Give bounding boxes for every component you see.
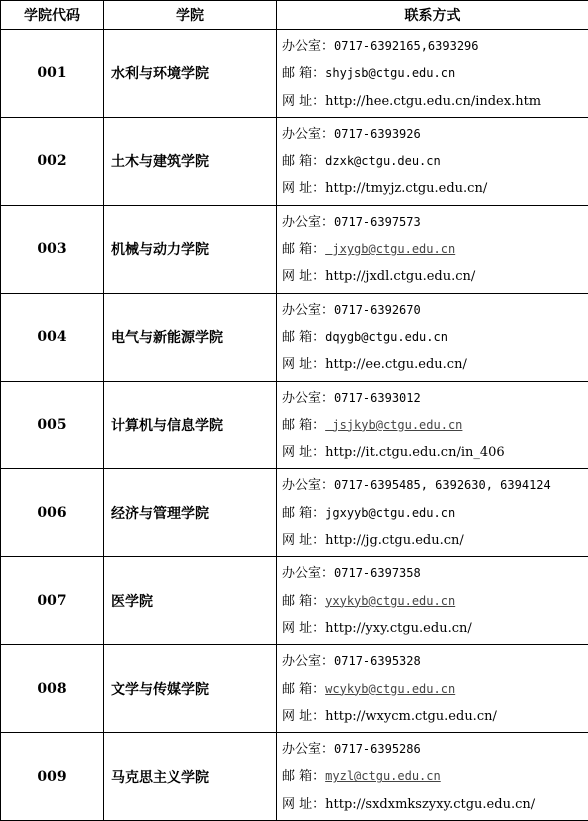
college-code: 005	[1, 381, 104, 469]
office-line	[282, 121, 588, 148]
email-label: 邮 箱：	[282, 418, 325, 433]
college-name: 医学院	[104, 557, 277, 645]
office-phone: 0717-6395328	[334, 654, 421, 668]
email-address[interactable]: jsjkyb@ctgu.edu.cn	[325, 418, 462, 432]
office-label: 办公室：	[282, 654, 334, 669]
website-link[interactable]: http://hee.ctgu.edu.cn/index.htm	[325, 94, 541, 109]
office-line	[282, 648, 588, 675]
college-code: 002	[1, 117, 104, 205]
web-line	[282, 175, 588, 202]
web-line	[282, 615, 588, 642]
college-code: 006	[1, 469, 104, 557]
office-phone: 0717-6392165,6393296	[334, 39, 479, 53]
web-label: 网 址：	[282, 357, 325, 372]
header-college-name: 学院	[104, 1, 277, 30]
email-address[interactable]: wcykyb@ctgu.edu.cn	[325, 682, 455, 696]
web-label: 网 址：	[282, 621, 325, 636]
email-address[interactable]: shyjsb@ctgu.edu.cn	[325, 66, 455, 80]
email-address[interactable]: jxygb@ctgu.edu.cn	[325, 242, 455, 256]
web-label: 网 址：	[282, 709, 325, 724]
email-line	[282, 412, 588, 439]
email-address[interactable]: jgxyyb@ctgu.edu.cn	[325, 506, 455, 520]
email-line	[282, 500, 588, 527]
web-label: 网 址：	[282, 269, 325, 284]
office-label: 办公室：	[282, 303, 334, 318]
office-phone: 0717-6395485, 6392630, 6394124	[334, 478, 551, 492]
office-line	[282, 297, 588, 324]
web-label: 网 址：	[282, 445, 325, 460]
office-line	[282, 560, 588, 587]
website-link[interactable]: http://jg.ctgu.edu.cn/	[325, 533, 464, 548]
website-link[interactable]: http://sxdxmkszyxy.ctgu.edu.cn/	[325, 797, 535, 812]
website-link[interactable]: http://it.ctgu.edu.cn/in_406	[325, 445, 505, 460]
office-line	[282, 33, 588, 60]
office-line	[282, 209, 588, 236]
college-code: 003	[1, 205, 104, 293]
office-line	[282, 736, 588, 763]
web-label: 网 址：	[282, 181, 325, 196]
email-line	[282, 60, 588, 87]
table-row	[1, 293, 588, 381]
college-name: 文学与传媒学院	[104, 645, 277, 733]
table-row	[1, 117, 588, 205]
contact-cell	[277, 645, 588, 733]
website-link[interactable]: http://tmyjz.ctgu.edu.cn/	[325, 181, 487, 196]
web-label: 网 址：	[282, 797, 325, 812]
table-row	[1, 30, 588, 118]
header-college-code: 学院代码	[1, 1, 104, 30]
office-phone: 0717-6393012	[334, 391, 421, 405]
office-phone: 0717-6397358	[334, 566, 421, 580]
contact-cell	[277, 733, 588, 821]
table-row	[1, 557, 588, 645]
table-body	[1, 30, 588, 821]
college-code: 004	[1, 293, 104, 381]
email-line	[282, 676, 588, 703]
table-row	[1, 469, 588, 557]
email-label: 邮 箱：	[282, 154, 325, 169]
email-label: 邮 箱：	[282, 242, 325, 257]
college-code: 009	[1, 733, 104, 821]
website-link[interactable]: http://wxycm.ctgu.edu.cn/	[325, 709, 497, 724]
contact-cell	[277, 117, 588, 205]
office-line	[282, 385, 588, 412]
contact-cell	[277, 205, 588, 293]
table-header-row	[1, 1, 588, 30]
web-line	[282, 791, 588, 818]
email-label: 邮 箱：	[282, 66, 325, 81]
table-row	[1, 205, 588, 293]
web-line	[282, 263, 588, 290]
email-line	[282, 588, 588, 615]
email-line	[282, 236, 588, 263]
office-label: 办公室：	[282, 215, 334, 230]
email-line	[282, 148, 588, 175]
office-line	[282, 472, 588, 499]
web-line	[282, 527, 588, 554]
email-label: 邮 箱：	[282, 594, 325, 609]
college-name: 计算机与信息学院	[104, 381, 277, 469]
web-line	[282, 439, 588, 466]
college-name: 水利与环境学院	[104, 30, 277, 118]
email-address[interactable]: yxykyb@ctgu.edu.cn	[325, 594, 455, 608]
website-link[interactable]: http://ee.ctgu.edu.cn/	[325, 357, 467, 372]
contact-cell	[277, 293, 588, 381]
contact-cell	[277, 381, 588, 469]
office-label: 办公室：	[282, 742, 334, 757]
contact-cell	[277, 469, 588, 557]
table-row	[1, 733, 588, 821]
header-contact: 联系方式	[277, 1, 588, 30]
email-label: 邮 箱：	[282, 682, 325, 697]
email-address[interactable]: myzl@ctgu.edu.cn	[325, 769, 441, 783]
web-line	[282, 351, 588, 378]
office-label: 办公室：	[282, 478, 334, 493]
website-link[interactable]: http://jxdl.ctgu.edu.cn/	[325, 269, 475, 284]
email-label: 邮 箱：	[282, 506, 325, 521]
office-label: 办公室：	[282, 39, 334, 54]
email-address[interactable]: dzxk@ctgu.deu.cn	[325, 154, 441, 168]
web-line	[282, 703, 588, 730]
college-code: 008	[1, 645, 104, 733]
office-phone: 0717-6392670	[334, 303, 421, 317]
email-line	[282, 324, 588, 351]
web-label: 网 址：	[282, 533, 325, 548]
college-name: 土木与建筑学院	[104, 117, 277, 205]
office-label: 办公室：	[282, 127, 334, 142]
web-label: 网 址：	[282, 94, 325, 109]
office-phone: 0717-6397573	[334, 215, 421, 229]
college-name: 电气与新能源学院	[104, 293, 277, 381]
office-label: 办公室：	[282, 391, 334, 406]
contact-cell	[277, 557, 588, 645]
email-label: 邮 箱：	[282, 330, 325, 345]
office-label: 办公室：	[282, 566, 334, 581]
web-line	[282, 88, 588, 115]
office-phone: 0717-6395286	[334, 742, 421, 756]
office-phone: 0717-6393926	[334, 127, 421, 141]
email-address[interactable]: dqygb@ctgu.edu.cn	[325, 330, 448, 344]
college-name: 机械与动力学院	[104, 205, 277, 293]
table-row	[1, 381, 588, 469]
email-label: 邮 箱：	[282, 769, 325, 784]
college-name: 马克思主义学院	[104, 733, 277, 821]
college-code: 007	[1, 557, 104, 645]
website-link[interactable]: http://yxy.ctgu.edu.cn/	[325, 621, 472, 636]
email-line	[282, 763, 588, 790]
college-code: 001	[1, 30, 104, 118]
contact-cell	[277, 30, 588, 118]
table-row	[1, 645, 588, 733]
college-name: 经济与管理学院	[104, 469, 277, 557]
